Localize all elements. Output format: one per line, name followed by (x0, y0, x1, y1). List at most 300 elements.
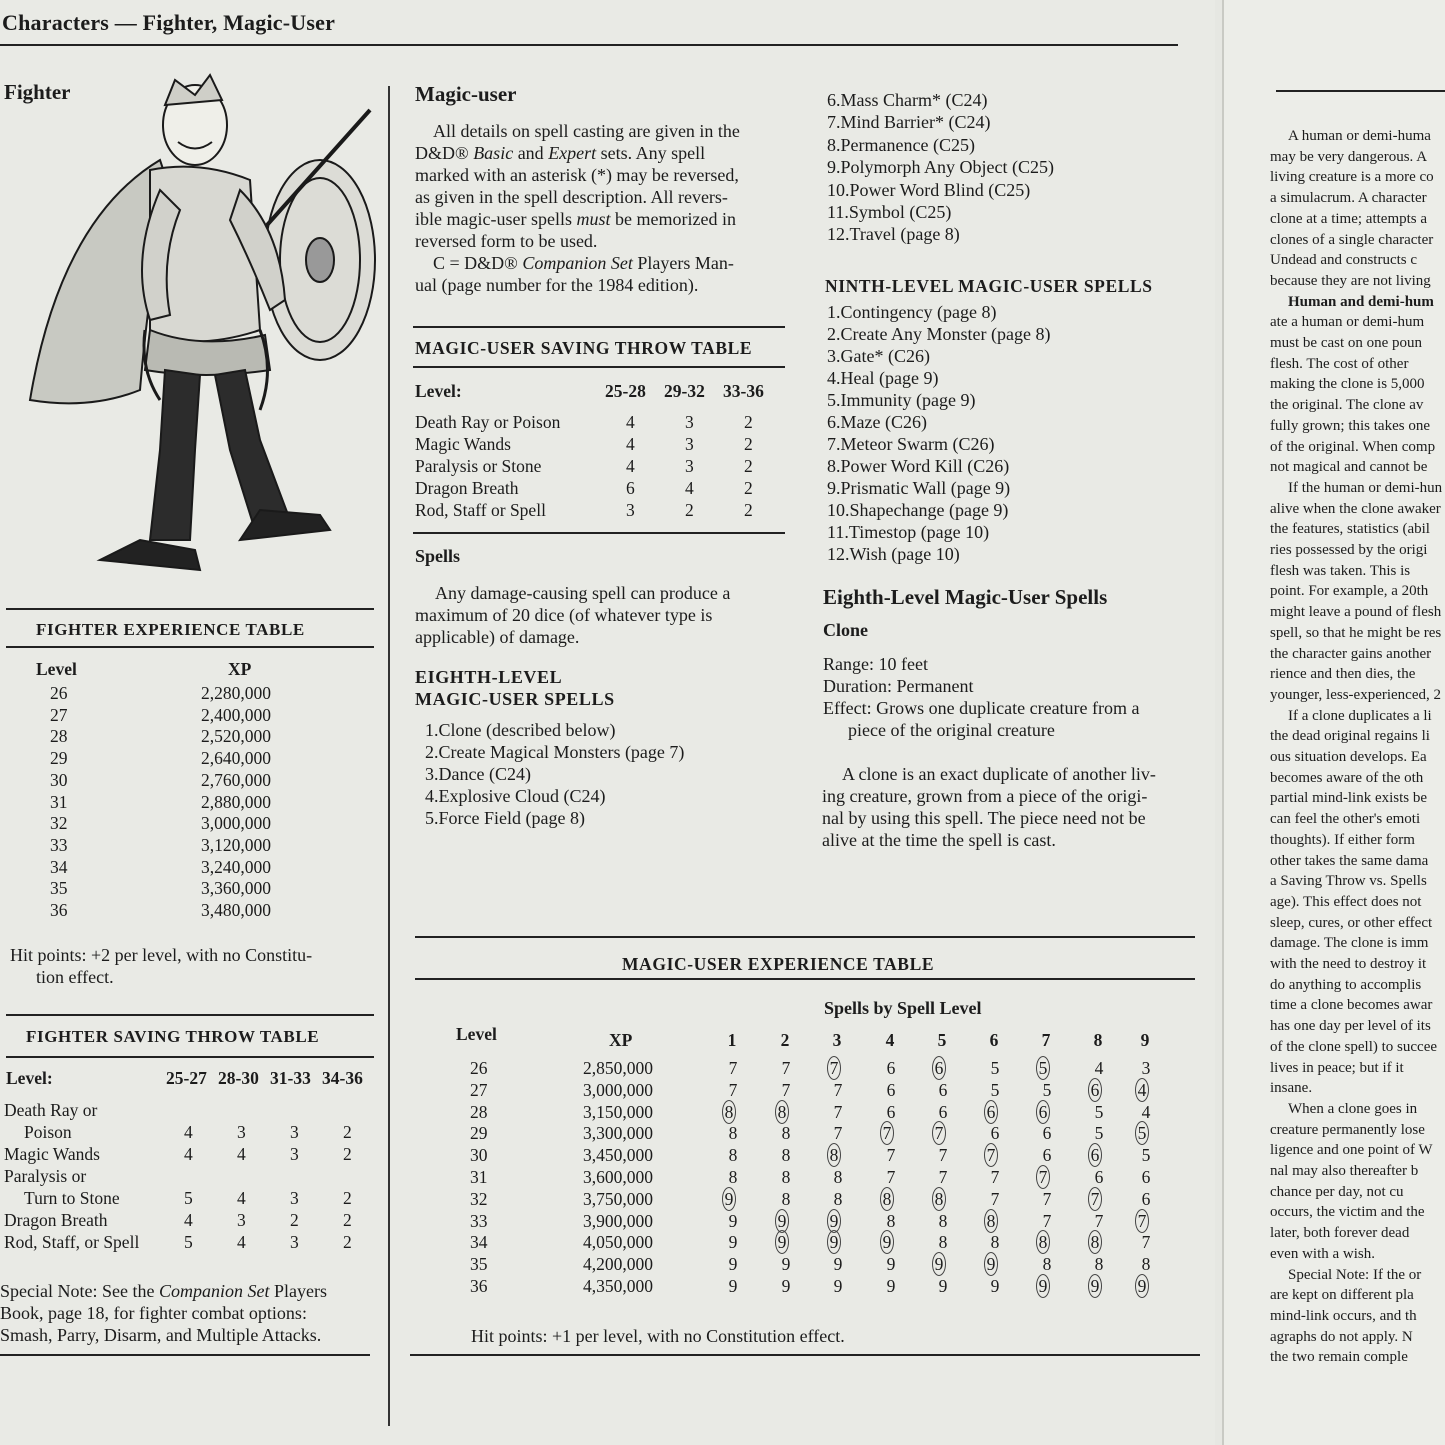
mu-xp-spell-count: 6 (1088, 1143, 1102, 1167)
fighter-xp-row (36, 813, 336, 834)
right-page-line: living creature is a more co (1270, 169, 1434, 186)
fighter-save-col-1: 25-27 (166, 1068, 207, 1088)
fighter-xp-level: 28 (50, 726, 68, 747)
mu-xp-spell-count: 8 (984, 1209, 998, 1233)
right-page-line: nal may also thereafter b (1270, 1163, 1419, 1179)
mu-xp-row (0, 1167, 1200, 1188)
fighter-save-label-cont: Poison (24, 1122, 72, 1142)
eighth-level-spell-item: 7.Mind Barrier* (C24) (827, 112, 991, 133)
fighter-save-label: Dragon Breath (4, 1210, 108, 1230)
fighter-save-rule-top (6, 1014, 374, 1016)
fighter-xp-col-xp: XP (228, 659, 252, 679)
mu-xp-spell-count: 8 (1088, 1230, 1102, 1254)
ninth-level-spell-item: 1.Contingency (page 8) (827, 302, 997, 322)
right-page-line: a simulacrum. A character (1270, 190, 1427, 207)
mu-xp-spell-count: 9 (781, 1254, 791, 1275)
mu-xp-spell-count: 5 (990, 1058, 1000, 1078)
fighter-save-value: 4 (237, 1232, 246, 1252)
fighter-xp-level: 29 (50, 748, 68, 769)
fighter-save-value: 2 (343, 1188, 352, 1208)
mu-xp-spell-count: 7 (1135, 1209, 1149, 1233)
fighter-xp-row (36, 705, 336, 726)
right-page (1222, 0, 1445, 1445)
right-page-line: younger, less-experienced, 2 (1270, 686, 1441, 703)
magic-user-heading: Magic-user (415, 82, 517, 106)
eighth-level-heading-l1: EIGHTH-LEVEL (415, 667, 563, 687)
right-page-line: spell, so that he might be res (1270, 624, 1442, 641)
mu-xp-spell-level-header: 2 (780, 1030, 790, 1050)
mu-save-label: Magic Wands (415, 434, 511, 454)
mu-xp-spell-count: 8 (886, 1210, 896, 1231)
fighter-xp-row (36, 878, 336, 899)
right-page-line: alive when the clone awaker (1270, 500, 1441, 517)
mu-xp-spell-count: 8 (781, 1145, 791, 1166)
right-page-line: If the human or demi-hun (1288, 479, 1443, 496)
mu-xp-spell-count: 8 (781, 1123, 791, 1144)
mu-xp-row (0, 1102, 1200, 1123)
mu-xp-spell-count: 5 (990, 1079, 1000, 1100)
clone-duration: Duration: Permanent (823, 676, 974, 696)
mu-save-value: 4 (626, 434, 635, 454)
mu-save-value: 2 (744, 478, 753, 498)
mu-xp-spell-count: 8 (932, 1187, 946, 1211)
mu-xp-value: 3,300,000 (583, 1123, 653, 1144)
mu-xp-value: 3,000,000 (583, 1079, 653, 1100)
eighth-level-spell-item: 5.Force Field (page 8) (425, 808, 585, 828)
mu-xp-spell-count: 6 (1094, 1167, 1104, 1187)
mu-xp-level: 36 (470, 1276, 488, 1296)
fighter-save-value: 4 (237, 1188, 246, 1208)
mu-xp-level: 27 (470, 1079, 488, 1100)
mu-intro-line: D&D® Basic and Expert sets. Any spell (415, 143, 706, 163)
right-page-line: insane. (1270, 1080, 1313, 1097)
spells-by-level-heading: Spells by Spell Level (824, 998, 982, 1018)
mu-xp-spell-count: 6 (1088, 1078, 1102, 1102)
right-page-line: because they are not living (1270, 272, 1431, 289)
mu-xp-spell-level-header: 4 (885, 1030, 895, 1050)
mu-xp-spell-count: 7 (728, 1079, 738, 1100)
mu-save-header-row (415, 381, 785, 402)
fighter-xp-row (36, 683, 336, 704)
mu-xp-value: 4,350,000 (583, 1276, 653, 1296)
mu-xp-spell-count: 7 (886, 1145, 896, 1166)
mu-xp-spell-count: 6 (932, 1056, 946, 1080)
fighter-save-value: 4 (184, 1144, 193, 1164)
mu-save-row (415, 412, 785, 433)
page-header-title: Characters — Fighter, Magic-User (2, 10, 336, 35)
mu-xp-header-row (456, 1024, 1176, 1050)
right-page-line: agraphs do not apply. N (1270, 1328, 1413, 1345)
mu-xp-spell-level-header: 5 (937, 1030, 947, 1050)
mu-xp-spell-count: 3 (1141, 1058, 1151, 1078)
mu-save-value: 3 (685, 412, 694, 432)
right-page-line: making the clone is 5,000 (1270, 376, 1425, 393)
mu-save-row (415, 434, 785, 455)
right-page-line: clone at a time; attempts a (1270, 210, 1428, 227)
mu-xp-spell-count: 7 (886, 1167, 896, 1187)
mu-xp-hit-points: Hit points: +1 per level, with no Constitution effect. (471, 1326, 845, 1346)
mu-xp-spell-count: 7 (827, 1056, 841, 1080)
mu-xp-value: 3,900,000 (583, 1210, 653, 1231)
fighter-special-note-b: Companion Set (158, 1281, 270, 1301)
mu-xp-level: 31 (470, 1167, 488, 1187)
right-page-line: partial mind-link exists be (1270, 790, 1428, 807)
fighter-save-value: 3 (290, 1232, 299, 1252)
mu-xp-spell-count: 8 (781, 1167, 791, 1187)
clone-effect-1: Effect: Grows one duplicate creature from a (823, 698, 1140, 718)
right-page-line: ate a human or demi-hum (1270, 314, 1425, 331)
fighter-xp-level: 36 (50, 900, 68, 920)
mu-xp-spell-count: 7 (938, 1145, 948, 1166)
mu-xp-spell-count: 7 (728, 1058, 738, 1078)
eighth-level-spell-item: 6.Mass Charm* (C24) (827, 90, 988, 110)
right-page-line: even with a wish. (1270, 1245, 1375, 1262)
mu-xp-spell-count: 7 (880, 1121, 894, 1145)
right-page-line: with the need to destroy it (1270, 956, 1427, 972)
fighter-xp-row (36, 857, 336, 878)
mu-xp-spell-count: 9 (728, 1254, 738, 1275)
mu-xp-spell-count: 8 (1036, 1230, 1050, 1254)
fighter-xp-value: 3,480,000 (201, 900, 271, 920)
mu-save-value: 2 (744, 456, 753, 476)
mu-xp-spell-level-header: 7 (1041, 1030, 1051, 1050)
mu-xp-spell-count: 7 (1094, 1210, 1104, 1231)
mu-xp-spell-count: 8 (728, 1123, 738, 1144)
mu-xp-value: 2,850,000 (583, 1058, 653, 1078)
fighter-xp-level: 27 (50, 704, 68, 725)
mu-save-label: Dragon Breath (415, 478, 519, 498)
fighter-xp-level: 35 (50, 878, 68, 899)
fighter-save-value: 4 (184, 1210, 193, 1230)
mu-xp-value: 3,600,000 (583, 1167, 653, 1187)
fighter-special-note-l2: Book, page 18, for fighter combat options: (0, 1303, 307, 1323)
fighter-xp-row (36, 900, 336, 921)
ninth-level-spell-item: 11.Timestop (page 10) (827, 522, 990, 542)
mu-save-value: 3 (685, 456, 694, 476)
right-page-line: creature permanently lose (1270, 1121, 1425, 1138)
fighter-save-value: 2 (343, 1232, 352, 1252)
mu-save-col-level: Level: (415, 381, 462, 401)
ninth-level-spell-item: 2.Create Any Monster (page 8) (827, 324, 1051, 344)
mu-xp-level: 34 (470, 1232, 488, 1253)
ninth-level-heading: NINTH-LEVEL MAGIC-USER SPELLS (825, 276, 1153, 296)
right-page-line: A human or demi-huma (1288, 128, 1431, 144)
ninth-level-spell-item: 9.Prismatic Wall (page 9) (827, 478, 1011, 498)
right-page-rule (1276, 90, 1445, 92)
mu-xp-row (0, 1145, 1200, 1166)
fighter-xp-value: 2,520,000 (201, 726, 271, 747)
mu-save-value: 4 (626, 412, 635, 432)
fighter-save-value: 5 (184, 1188, 193, 1208)
mu-save-col-3: 33-36 (723, 381, 764, 401)
mu-save-col-1: 25-28 (605, 381, 646, 401)
right-page-line: chance per day, not cu (1270, 1183, 1404, 1200)
mu-xp-spell-count: 7 (938, 1167, 948, 1187)
spells-text (415, 582, 785, 648)
fighter-save-value: 4 (237, 1144, 246, 1164)
mu-xp-spell-count: 8 (1141, 1254, 1151, 1275)
fighter-xp-col-level: Level (36, 659, 77, 679)
fighter-xp-row (36, 835, 336, 856)
fighter-save-value: 3 (290, 1188, 299, 1208)
fighter-save-col-level: Level: (6, 1068, 53, 1088)
fighter-save-col-3: 31-33 (270, 1068, 311, 1088)
mu-xp-spell-count: 8 (722, 1100, 736, 1124)
fighter-save-label-cont: Turn to Stone (24, 1188, 120, 1208)
mu-xp-row (0, 1232, 1200, 1253)
fighter-xp-value: 2,760,000 (201, 769, 271, 790)
eighth-level-spell-item: 3.Dance (C24) (425, 764, 531, 784)
mu-xp-spell-count: 4 (1094, 1058, 1104, 1078)
mu-xp-spell-count: 7 (1036, 1165, 1050, 1189)
fighter-save-value: 2 (343, 1122, 352, 1142)
ninth-level-spell-item: 12.Wish (page 10) (827, 544, 960, 564)
mu-xp-table-title: MAGIC-USER EXPERIENCE TABLE (622, 954, 935, 974)
eighth-level-spells-title: Eighth-Level Magic-User Spells (823, 585, 1108, 609)
mu-xp-col-xp: XP (609, 1030, 633, 1050)
mu-xp-level: 33 (470, 1210, 488, 1231)
mu-xp-spell-count: 6 (984, 1100, 998, 1124)
mu-xp-value: 3,450,000 (583, 1145, 653, 1166)
mu-xp-spell-level-header: 3 (832, 1030, 842, 1050)
clone-spell-stats (823, 653, 1193, 741)
mu-save-rule-bottom (413, 532, 785, 534)
mu-xp-level: 26 (470, 1058, 488, 1078)
right-page-line: rience and then dies, the (1270, 666, 1416, 683)
mu-xp-value: 4,050,000 (583, 1232, 653, 1253)
fighter-xp-value: 3,360,000 (201, 878, 271, 899)
mu-xp-spell-count: 9 (932, 1252, 946, 1276)
eighth-level-spell-item: 12.Travel (page 8) (827, 224, 960, 245)
right-page-line: lives in peace; but if it (1270, 1059, 1404, 1076)
right-page-line: occurs, the victim and the (1270, 1204, 1425, 1221)
mu-save-value: 2 (685, 500, 694, 520)
fighter-xp-level: 33 (50, 834, 68, 855)
mu-save-table-title: MAGIC-USER SAVING THROW TABLE (415, 338, 753, 358)
clone-desc-line: A clone is an exact duplicate of another liv- (842, 764, 1156, 784)
mu-xp-spell-count: 9 (1036, 1274, 1050, 1298)
mu-xp-spell-level-header: 9 (1140, 1030, 1150, 1050)
mu-save-value: 4 (626, 456, 635, 476)
mu-xp-spell-count: 6 (886, 1058, 896, 1078)
mu-xp-spell-count: 7 (1141, 1232, 1151, 1253)
mu-xp-spell-count: 9 (722, 1187, 736, 1211)
mu-xp-row (0, 1211, 1200, 1232)
right-page-line: Human and demi-hum (1288, 293, 1434, 310)
right-page-line: flesh was taken. This is (1270, 562, 1411, 579)
right-page-line: becomes aware of the oth (1270, 769, 1424, 786)
mu-save-value: 2 (744, 500, 753, 520)
fighter-xp-table-title: FIGHTER EXPERIENCE TABLE (36, 620, 305, 639)
mu-save-rule-mid (413, 366, 785, 368)
mu-xp-spell-count: 9 (938, 1276, 948, 1296)
mu-xp-spell-count: 8 (781, 1188, 791, 1209)
right-page-line: not magical and cannot be (1270, 459, 1428, 476)
mu-xp-level: 32 (470, 1188, 488, 1209)
mu-intro-line: as given in the spell description. All revers- (415, 187, 728, 207)
mu-xp-row (0, 1276, 1200, 1297)
mu-intro-line: C = D&D® Companion Set Players Man- (433, 253, 734, 273)
mu-xp-spell-count: 9 (781, 1276, 791, 1296)
fighter-heading: Fighter (4, 80, 71, 104)
right-page-line: of the clone spell) to succee (1270, 1038, 1438, 1055)
mu-xp-spell-count: 9 (1088, 1274, 1102, 1298)
mu-xp-rule-mid (415, 978, 1195, 980)
fighter-save-label: Magic Wands (4, 1144, 100, 1164)
mu-save-value: 4 (685, 478, 694, 498)
clone-description (822, 763, 1172, 851)
right-page-line: mind-link occurs, and th (1270, 1307, 1417, 1324)
fighter-xp-value: 3,000,000 (201, 813, 271, 834)
mu-xp-spell-count: 5 (1036, 1056, 1050, 1080)
fighter-xp-value: 3,240,000 (201, 856, 271, 877)
mu-xp-spell-count: 8 (728, 1167, 738, 1187)
fighter-save-table-title: FIGHTER SAVING THROW TABLE (26, 1027, 320, 1046)
mu-xp-spell-count: 7 (990, 1188, 1000, 1209)
ninth-level-spell-item: 3.Gate* (C26) (827, 346, 930, 366)
eighth-level-spell-item: 11.Symbol (C25) (827, 202, 952, 222)
mu-xp-spell-count: 7 (833, 1123, 843, 1144)
right-page-line: age). This effect does not (1270, 893, 1422, 910)
fighter-special-note-a: Special Note: See the (0, 1281, 159, 1301)
fighter-xp-row (36, 726, 336, 747)
eighth-level-spell-item: 10.Power Word Blind (C25) (827, 179, 1031, 200)
fighter-save-col-4: 34-36 (322, 1068, 363, 1088)
eighth-level-heading-l2: MAGIC-USER SPELLS (415, 689, 615, 709)
fighter-hit-points-l1: Hit points: +2 per level, with no Constitu- (10, 945, 313, 965)
mu-save-row (415, 500, 785, 521)
fighter-xp-value: 2,640,000 (201, 748, 271, 769)
mu-xp-spell-count: 9 (728, 1276, 738, 1296)
fighter-save-label: Death Ray or (4, 1100, 98, 1120)
right-page-line: damage. The clone is imm (1270, 935, 1429, 952)
mu-xp-value: 4,200,000 (583, 1254, 653, 1275)
clone-desc-line: nal by using this spell. The piece need not be (822, 808, 1146, 828)
mu-xp-spell-level-header: 1 (727, 1030, 737, 1050)
fighter-xp-level: 31 (50, 791, 68, 812)
fighter-save-value: 2 (290, 1210, 299, 1230)
fighter-xp-row (36, 770, 336, 791)
fighter-save-value: 3 (237, 1122, 246, 1142)
fighter-xp-header-row (36, 659, 336, 680)
eighth-level-heading (415, 666, 615, 710)
spells-text-line: Any damage-causing spell can produce a (435, 583, 731, 603)
mu-xp-spell-count: 8 (1094, 1254, 1104, 1275)
fighter-save-label: Paralysis or (4, 1166, 87, 1186)
clone-desc-line: alive at the time the spell is cast. (822, 830, 1056, 850)
mu-xp-spell-count: 7 (1042, 1210, 1052, 1231)
fighter-xp-value: 3,120,000 (201, 834, 271, 855)
right-page-line: the original. The clone av (1270, 397, 1424, 414)
mu-xp-spell-count: 8 (1042, 1254, 1052, 1275)
eighth-level-spell-item: 8.Permanence (C25) (827, 134, 975, 155)
right-page-line: fully grown; this takes one (1270, 417, 1430, 434)
mu-xp-spell-count: 6 (1036, 1100, 1050, 1124)
right-page-line: the two remain comple (1270, 1349, 1408, 1366)
mu-save-rule-top (413, 326, 785, 328)
fighter-save-value: 2 (343, 1210, 352, 1230)
mu-xp-spell-count: 6 (886, 1079, 896, 1100)
mu-xp-spell-count: 7 (932, 1121, 946, 1145)
fighter-bottom-rule (0, 1354, 370, 1356)
mu-xp-spell-count: 9 (728, 1210, 738, 1231)
fighter-xp-level: 30 (50, 769, 68, 790)
mu-xp-col-level: Level (456, 1024, 497, 1044)
mu-xp-spell-count: 9 (984, 1252, 998, 1276)
clone-spell-name: Clone (823, 620, 868, 640)
mu-xp-spell-count: 9 (728, 1232, 738, 1253)
mu-xp-row (0, 1189, 1200, 1210)
mu-save-row (415, 456, 785, 477)
fighter-hit-points-l2: tion effect. (36, 967, 114, 987)
mu-xp-level: 35 (470, 1254, 488, 1275)
mu-xp-level: 28 (470, 1101, 488, 1122)
mu-xp-spell-count: 7 (1042, 1188, 1052, 1209)
right-page-line: do anything to accomplis (1270, 976, 1422, 993)
mu-xp-spell-count: 7 (990, 1167, 1000, 1187)
fighter-special-note-l3: Smash, Parry, Disarm, and Multiple Attacks. (0, 1325, 322, 1345)
clone-effect-2: piece of the original creature (848, 720, 1055, 740)
mu-xp-spell-count: 5 (1135, 1121, 1149, 1145)
mu-save-value: 2 (744, 434, 753, 454)
right-page-line: a Saving Throw vs. Spells (1270, 873, 1427, 890)
mu-xp-spell-count: 6 (938, 1079, 948, 1100)
spells-text-line: applicable) of damage. (415, 627, 580, 647)
right-page-line: ries possessed by the origi (1270, 542, 1428, 558)
fighter-xp-level: 26 (50, 683, 68, 703)
right-page-line: point. For example, a 20th (1270, 583, 1429, 600)
fighter-xp-row (36, 792, 336, 813)
fighter-xp-level: 32 (50, 813, 68, 834)
mu-save-label: Rod, Staff or Spell (415, 500, 546, 520)
mu-xp-spell-count: 9 (886, 1276, 896, 1296)
fighter-save-value: 3 (290, 1122, 299, 1142)
ninth-level-spell-item: 6.Maze (C26) (827, 412, 927, 432)
fighter-xp-level: 34 (50, 856, 68, 877)
mu-xp-rule-top (415, 936, 1195, 938)
mu-xp-spell-count: 7 (984, 1143, 998, 1167)
mu-xp-spell-count: 5 (1042, 1079, 1052, 1100)
right-page-line: time a clone becomes awar (1270, 997, 1433, 1014)
mu-xp-spell-count: 8 (728, 1145, 738, 1166)
right-page-line: Special Note: If the or (1288, 1266, 1422, 1283)
right-page-line: has one day per level of its (1270, 1018, 1431, 1035)
eighth-level-spell-item: 1.Clone (described below) (425, 720, 616, 740)
right-page-line: If a clone duplicates a li (1288, 707, 1432, 724)
right-page-line: are kept on different pla (1270, 1287, 1414, 1304)
mu-xp-spell-count: 8 (938, 1232, 948, 1253)
fighter-hit-points (10, 944, 376, 988)
mu-xp-spell-count: 8 (938, 1210, 948, 1231)
spells-text-line: maximum of 20 dice (of whatever type is (415, 605, 713, 625)
mu-xp-spell-count: 5 (1141, 1145, 1151, 1166)
right-page-line: the dead original regains li (1270, 728, 1430, 745)
mu-xp-spell-count: 5 (1094, 1123, 1104, 1144)
right-page-line: of the original. When comp (1270, 438, 1436, 455)
right-page-line: can feel the other's emoti (1270, 811, 1421, 828)
mu-xp-spell-count: 9 (827, 1230, 841, 1254)
fighter-xp-value: 2,280,000 (201, 683, 271, 703)
fighter-save-value: 5 (184, 1232, 193, 1252)
mu-save-label: Death Ray or Poison (415, 412, 561, 432)
right-page-line: the features, statistics (abil (1270, 521, 1430, 538)
right-page-line: When a clone goes in (1288, 1100, 1418, 1117)
mu-xp-spell-level-header: 8 (1093, 1030, 1103, 1050)
mu-xp-spell-count: 8 (880, 1187, 894, 1211)
mu-xp-spell-count: 9 (880, 1230, 894, 1254)
fighter-illustration (0, 70, 385, 590)
mu-xp-level: 30 (470, 1145, 488, 1166)
